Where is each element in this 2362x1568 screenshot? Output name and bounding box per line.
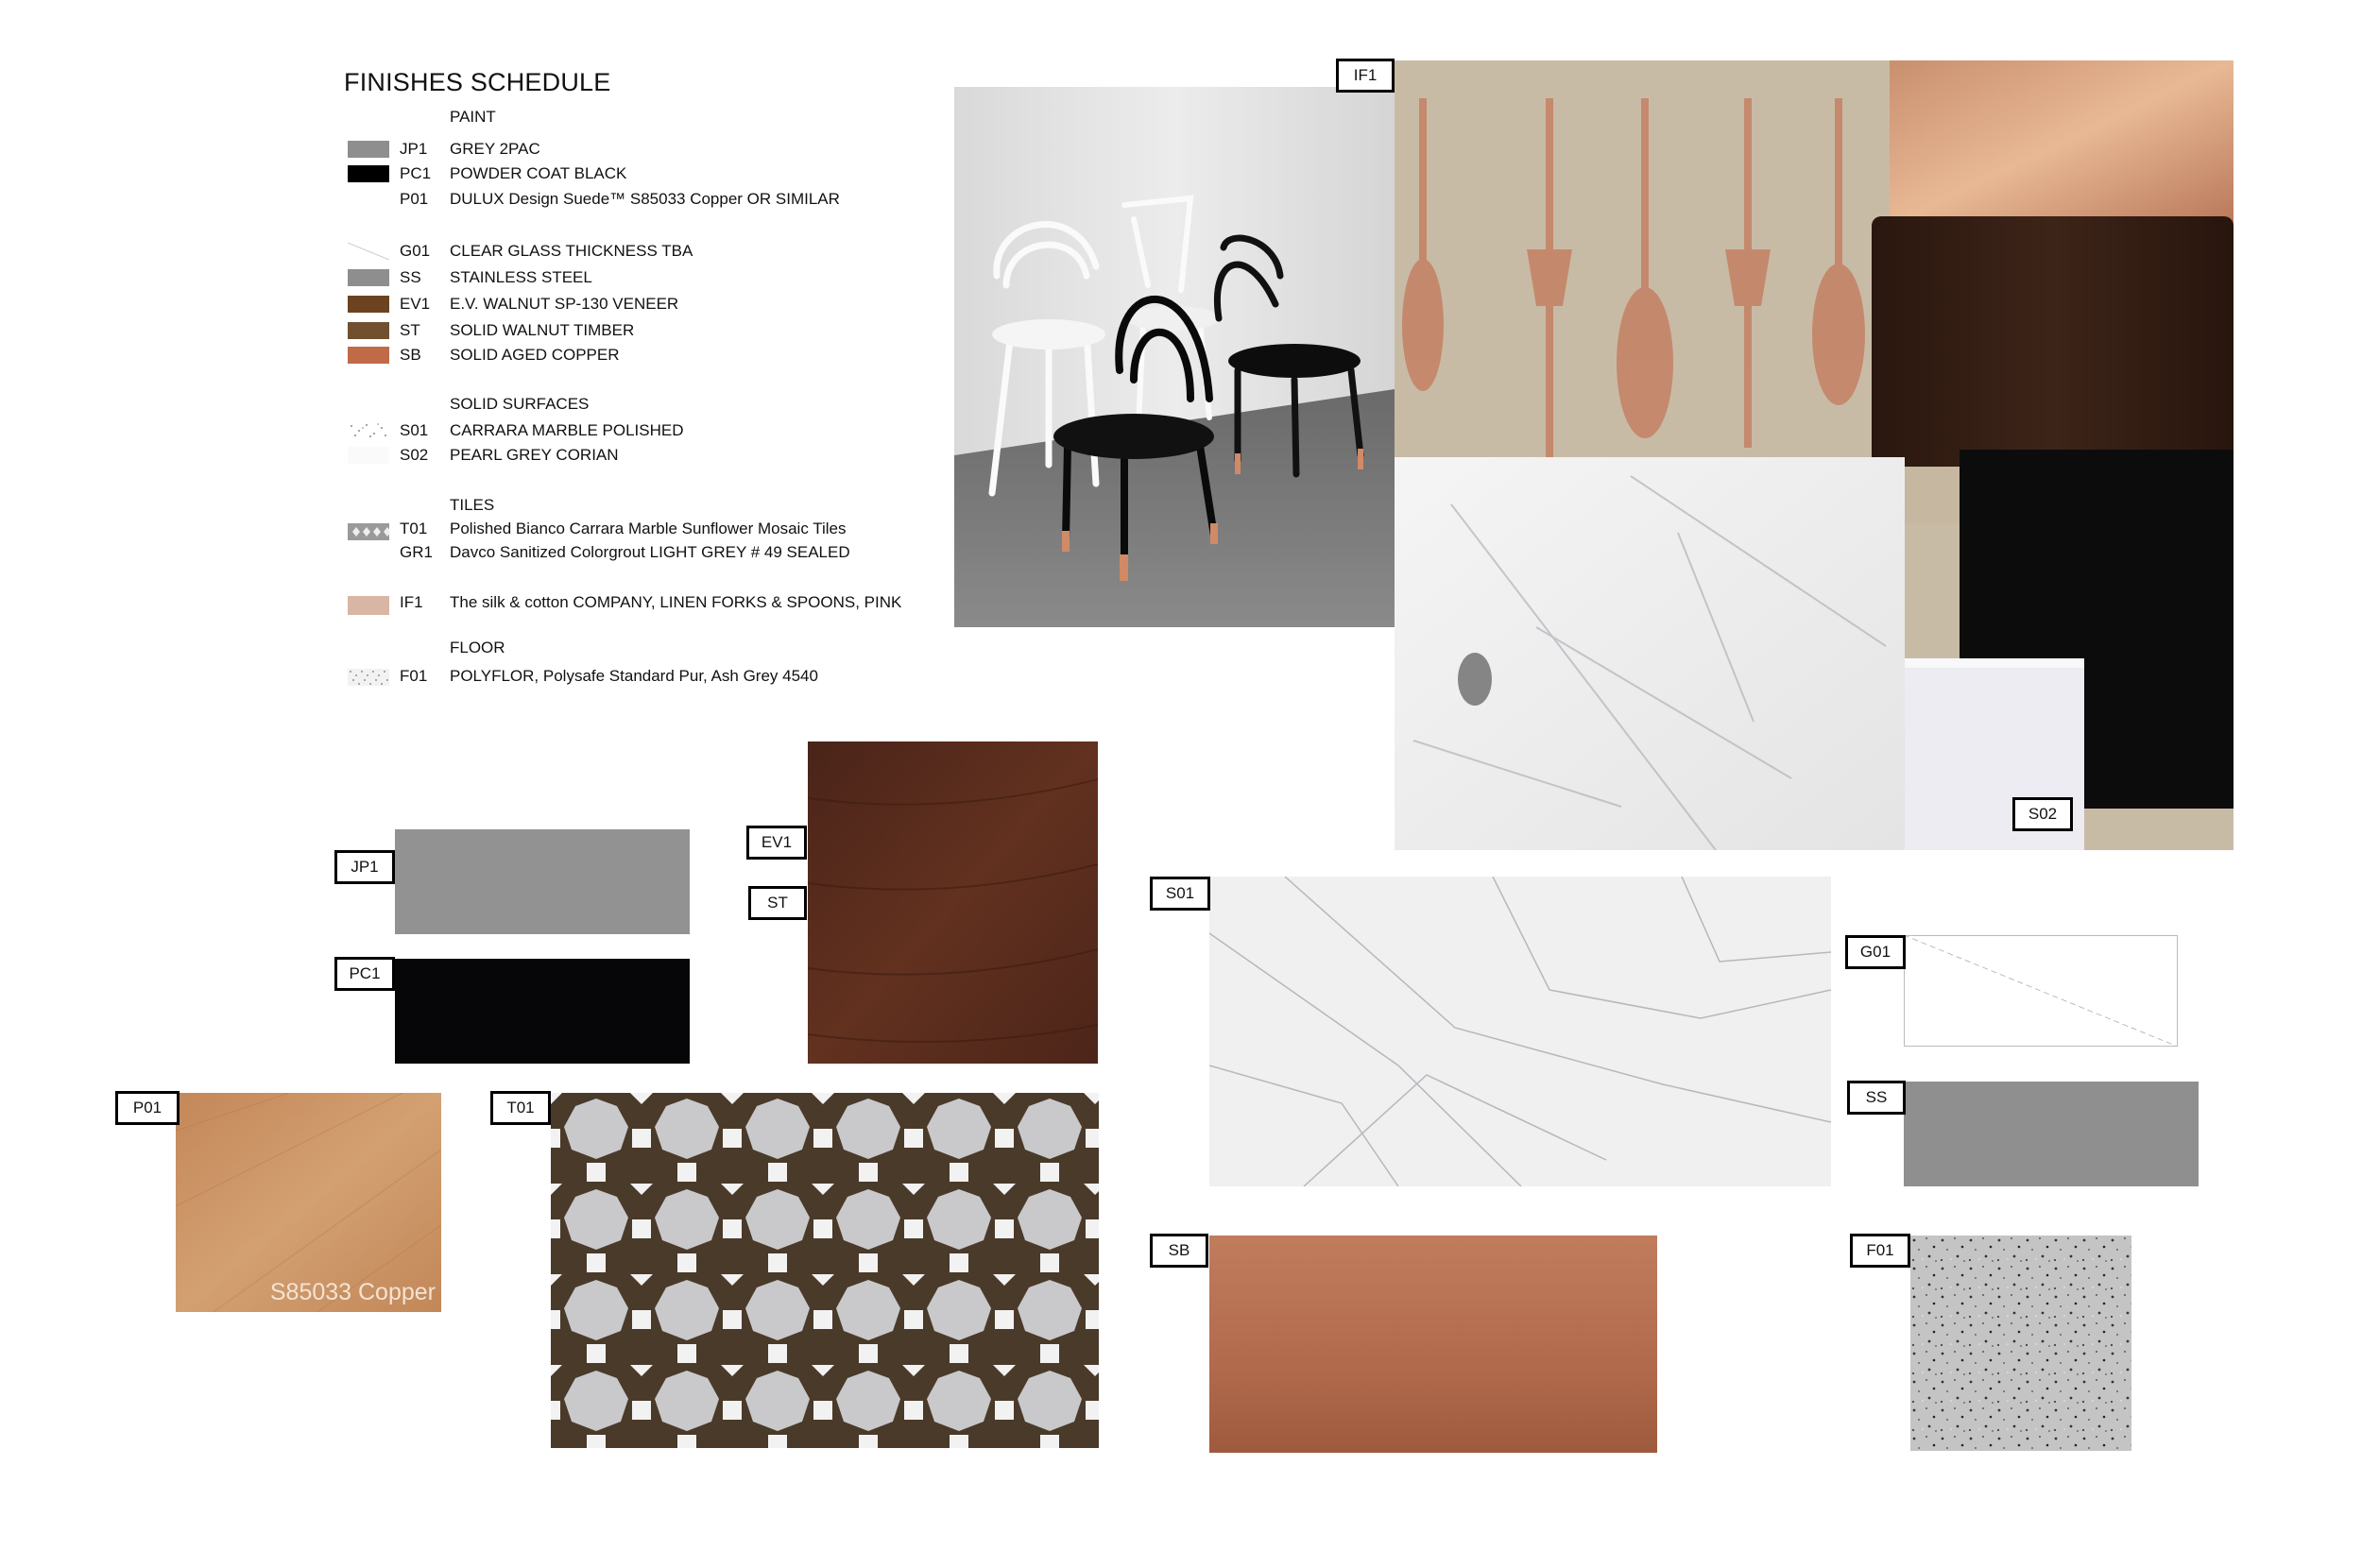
swatch-ss	[348, 269, 389, 286]
code-gr1: GR1	[400, 543, 433, 561]
tag-t01: T01	[490, 1091, 551, 1125]
schedule-row-sb	[344, 342, 1005, 366]
section-heading-floor: FLOOR	[450, 639, 505, 656]
desc-if1: The silk & cotton COMPANY, LINEN FORKS & SPOONS, PINK	[450, 593, 902, 611]
swatch-f01	[348, 669, 389, 686]
sample-g01-glass	[1904, 935, 2178, 1047]
mood-board-photo	[1395, 60, 2234, 850]
tag-jp1: JP1	[334, 850, 395, 884]
code-f01: F01	[400, 667, 428, 685]
tag-f01: F01	[1850, 1234, 1910, 1268]
tag-pc1: PC1	[334, 957, 395, 991]
code-t01: T01	[400, 520, 428, 537]
schedule-row-ev1	[344, 291, 1005, 315]
sample-ss-steel	[1904, 1082, 2199, 1186]
desc-f01: POLYFLOR, Polysafe Standard Pur, Ash Grey 4540	[450, 667, 818, 685]
sample-p01-copper-paint	[176, 1093, 441, 1312]
tag-sb: SB	[1150, 1234, 1208, 1268]
desc-g01: CLEAR GLASS THICKNESS TBA	[450, 242, 693, 260]
desc-s02: PEARL GREY CORIAN	[450, 446, 619, 464]
desc-p01: DULUX Design Suede™ S85033 Copper OR SIMILAR	[450, 190, 840, 208]
swatch-jp1	[348, 141, 389, 158]
schedule-row-gr1	[344, 539, 1005, 564]
swatch-s01	[348, 422, 389, 439]
code-pc1: PC1	[400, 164, 432, 182]
swatch-g01	[348, 243, 389, 260]
desc-pc1: POWDER COAT BLACK	[450, 164, 627, 182]
sample-t01-mosaic	[551, 1093, 1099, 1448]
schedule-row-pc1	[344, 161, 1005, 185]
desc-ev1: E.V. WALNUT SP-130 VENEER	[450, 295, 679, 313]
swatch-t01	[348, 523, 389, 540]
schedule-row-if1	[344, 589, 1005, 614]
code-ss: SS	[400, 268, 421, 286]
schedule-row-s02	[344, 442, 1005, 467]
desc-gr1: Davco Sanitized Colorgrout LIGHT GREY # 49 SEALED	[450, 543, 850, 561]
code-sb: SB	[400, 346, 421, 364]
code-ev1: EV1	[400, 295, 431, 313]
schedule-row-s01	[344, 418, 1005, 442]
section-heading-tiles: TILES	[450, 496, 495, 514]
desc-ss: STAINLESS STEEL	[450, 268, 592, 286]
p01-swatch-label: S85033 Copper	[269, 1279, 436, 1305]
schedule-row-g01	[344, 238, 1005, 263]
code-s01: S01	[400, 421, 429, 439]
sample-f01-floor	[1910, 1236, 2131, 1451]
sample-sb-copper	[1209, 1236, 1657, 1453]
schedule-row-st	[344, 317, 1005, 342]
tag-ss: SS	[1847, 1081, 1906, 1115]
swatch-st	[348, 322, 389, 339]
schedule-row-ss	[344, 264, 1005, 289]
code-p01: P01	[400, 190, 429, 208]
section-heading-paint: PAINT	[450, 108, 496, 126]
tag-ev1: EV1	[746, 826, 807, 860]
schedule-title: FINISHES SCHEDULE	[344, 68, 611, 96]
desc-s01: CARRARA MARBLE POLISHED	[450, 421, 684, 439]
code-s02: S02	[400, 446, 429, 464]
swatch-pc1	[348, 165, 389, 182]
desc-t01: Polished Bianco Carrara Marble Sunflower Mosaic Tiles	[450, 520, 847, 537]
section-heading-solid-surfaces: SOLID SURFACES	[450, 395, 590, 413]
tag-s02: S02	[2012, 797, 2073, 831]
sample-jp1-grey	[395, 829, 690, 934]
code-jp1: JP1	[400, 140, 428, 158]
schedule-row-t01	[344, 516, 1005, 540]
tag-g01: G01	[1845, 935, 1906, 969]
code-if1: IF1	[400, 593, 423, 611]
sample-pc1-black	[395, 959, 690, 1064]
tag-if1: IF1	[1336, 59, 1395, 93]
sample-s01-marble	[1209, 877, 1831, 1186]
tag-st: ST	[748, 886, 807, 920]
schedule-row-f01	[344, 663, 1005, 688]
desc-jp1: GREY 2PAC	[450, 140, 540, 158]
schedule-row-jp1	[344, 136, 1005, 161]
schedule-row-p01	[344, 186, 1005, 211]
swatch-ev1	[348, 296, 389, 313]
tag-p01: P01	[115, 1091, 180, 1125]
tag-s01: S01	[1150, 877, 1210, 911]
sample-walnut	[808, 741, 1098, 1064]
desc-sb: SOLID AGED COPPER	[450, 346, 620, 364]
desc-st: SOLID WALNUT TIMBER	[450, 321, 635, 339]
swatch-if1	[348, 596, 389, 615]
swatch-sb	[348, 347, 389, 364]
code-g01: G01	[400, 242, 431, 260]
swatch-s02	[348, 447, 389, 464]
code-st: ST	[400, 321, 420, 339]
chairs-photo	[954, 87, 1395, 627]
